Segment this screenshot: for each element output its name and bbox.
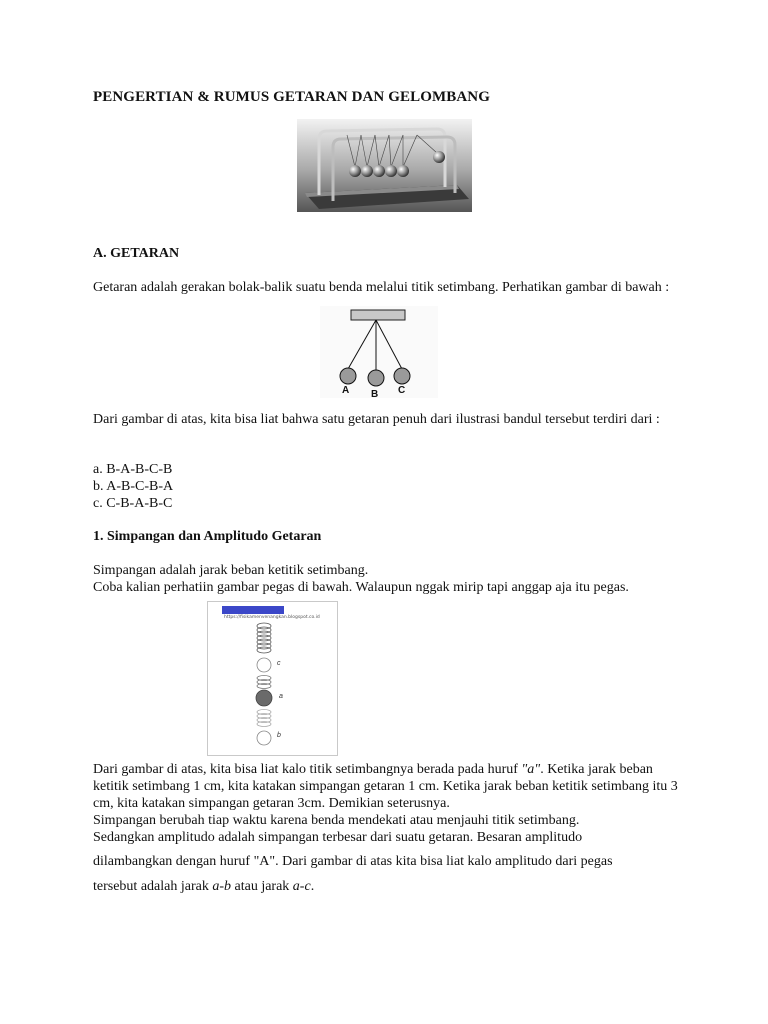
text-run: . Ketika jarak beban ketitik setimbang 1 cm, kita katakan simpangan getaran 1 cm. Ketika jarak beban ketitik setimbang itu 3 cm, kita katakan simpangan getaran 3cm. Demikian seterusnya.: [93, 762, 678, 811]
text-run: Dari gambar di atas, kita bisa liat kalo titik setimbangnya berada pada huruf: [93, 762, 522, 777]
subsection-heading: 1. Simpangan dan Amplitudo Getaran: [93, 529, 322, 544]
text-run: atau jarak: [231, 879, 293, 894]
paragraph-definition: Getaran adalah gerakan bolak-balik suatu benda melalui titik setimbang. Perhatikan gambar di bawah :: [93, 280, 670, 295]
section-heading-getaran: A. GETARAN: [93, 246, 180, 261]
option-b: b. A-B-C-B-A: [93, 479, 174, 494]
pendulum-label-a: A: [342, 385, 350, 396]
spring-source-url: https://fisikamenvenangkan.blogspot.co.id: [224, 615, 320, 620]
spring-diagram: [207, 601, 338, 756]
paragraph-amplitude-result: [93, 878, 683, 895]
emphasis-a-b: a-b: [212, 879, 231, 894]
spring-label-c: c: [277, 660, 281, 667]
paragraph-equilibrium: [93, 761, 683, 846]
spring-label-b: b: [277, 732, 281, 739]
text-run: .: [310, 879, 315, 894]
paragraph-spring-intro: Coba kalian perhatiin gambar pegas di bawah. Walaupun nggak mirip tapi anggap aja itu pegas.: [93, 580, 629, 595]
page-title: PENGERTIAN & RUMUS GETARAN DAN GELOMBANG: [93, 89, 490, 105]
text-run: Simpangan berubah tiap waktu karena benda mendekati atau menjauhi titik setimbang.: [93, 813, 580, 828]
pendulum-label-b: B: [371, 389, 379, 400]
pendulum-label-c: C: [398, 385, 406, 396]
paragraph-full-oscillation: Dari gambar di atas, kita bisa liat bahwa satu getaran penuh dari ilustrasi bandul tersebut terdiri dari :: [93, 412, 660, 427]
option-a: a. B-A-B-C-B: [93, 462, 173, 477]
emphasis-a: "a": [521, 762, 541, 777]
newtons-cradle-photo: [297, 119, 472, 212]
paragraph-amplitude-symbol: dilambangkan dengan huruf "A". Dari gambar di atas kita bisa liat kalo amplitudo dari pegas: [93, 854, 613, 869]
spring-label-a: a: [279, 693, 283, 700]
option-c: c. C-B-A-B-C: [93, 496, 173, 511]
pendulum-diagram: [320, 306, 438, 398]
emphasis-a-c: a-c: [292, 879, 311, 894]
text-run: tersebut adalah jarak: [93, 879, 213, 894]
text-run: Sedangkan amplitudo adalah simpangan terbesar dari suatu getaran. Besaran amplitudo: [93, 830, 583, 845]
paragraph-simpangan-def: Simpangan adalah jarak beban ketitik setimbang.: [93, 563, 369, 578]
